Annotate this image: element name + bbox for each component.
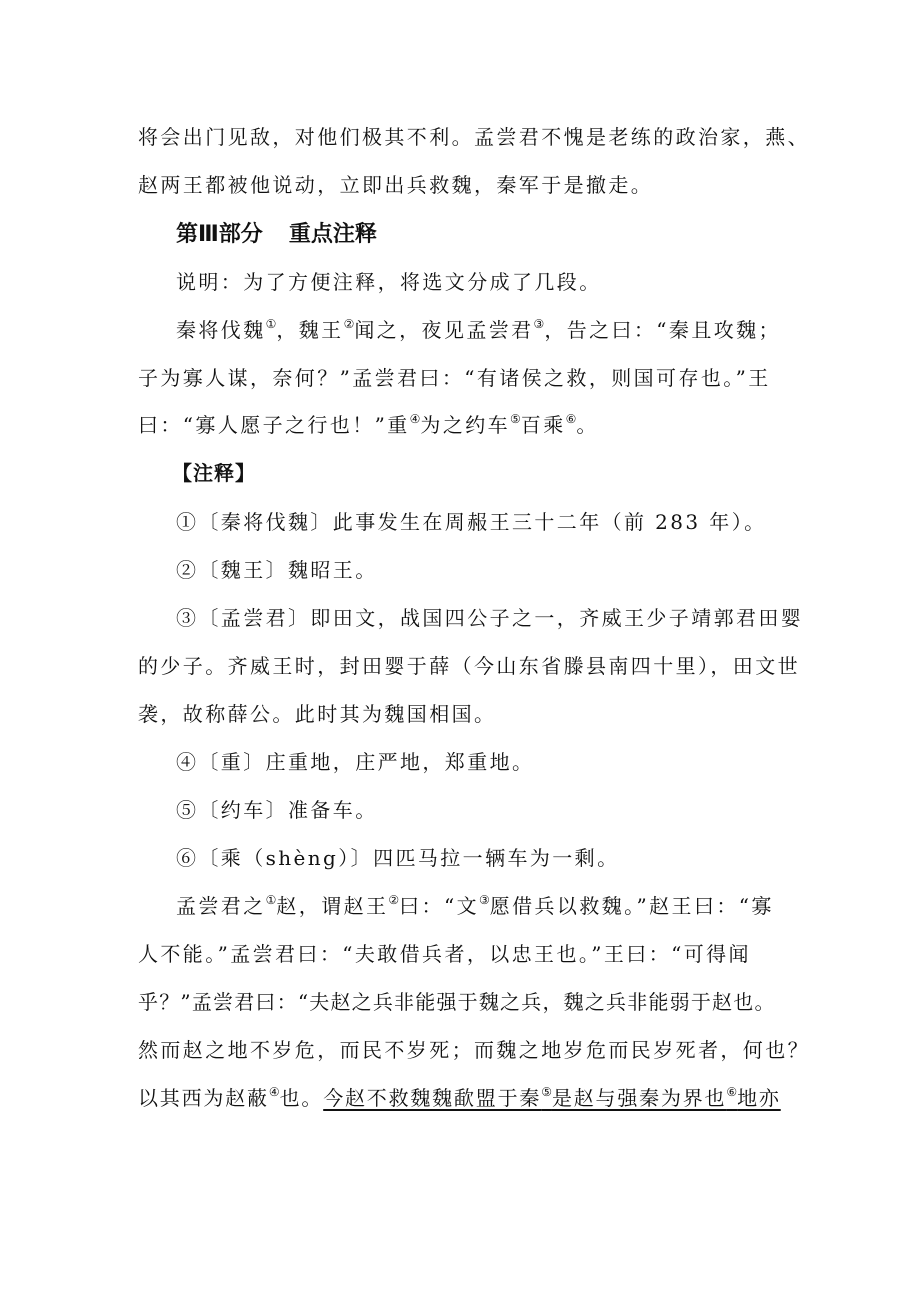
footnote-ref: ②	[343, 317, 355, 331]
intro-line-2: 赵两王都被他说动，立即出兵救魏，秦军于是撤走。	[138, 173, 654, 197]
note-5: ⑤〔约车〕准备车。	[176, 798, 378, 822]
text-run: 是赵与强秦为界也	[551, 1086, 727, 1110]
footnote-ref: ③	[533, 317, 545, 331]
footnote-ref: ④	[268, 1085, 280, 1099]
text-run: 也。	[279, 1086, 324, 1110]
footnote-ref: ⑥	[565, 412, 577, 426]
text-run: 曰：“寡人愿子之行也！”重	[138, 413, 410, 437]
intro-line-1: 将会出门见敌，对他们极其不利。孟尝君不愧是老练的政治家，燕、	[138, 125, 810, 149]
text-run: 孟尝君之	[176, 894, 266, 918]
footnote-ref: ①	[265, 317, 277, 331]
note-2: ②〔魏王〕魏昭王。	[176, 558, 378, 582]
section-heading	[176, 218, 377, 252]
text-run: 地亦	[737, 1086, 781, 1110]
text-run: 闻之，夜见孟尝君	[354, 318, 534, 342]
para1-line-3	[138, 410, 788, 440]
footnote-ref: ④	[409, 412, 421, 426]
para2-line-1	[176, 891, 788, 921]
text-run: 为之约车	[420, 413, 511, 437]
text-run: ，魏王	[276, 318, 344, 342]
text-run: 今赵不救魏魏歃盟于秦	[323, 1086, 542, 1110]
para2-line-3: 乎？”孟尝君曰：“夫赵之兵非能强于魏之兵，魏之兵非能弱于赵也。	[138, 990, 776, 1014]
text-run: 以其西为赵蔽	[138, 1086, 269, 1110]
note-4: ④〔重〕庄重地，庄严地，郑重地。	[176, 750, 535, 774]
text-run: 秦将伐魏	[176, 318, 266, 342]
para2-line-4: 然而赵之地不岁危，而民不岁死；而魏之地岁危而民岁死者，何也？	[138, 1038, 810, 1062]
section-part: 第Ⅲ部分	[176, 222, 263, 247]
footnote-ref: ③	[478, 893, 490, 907]
para2-line-5	[138, 1083, 788, 1113]
footnote-ref: ②	[388, 893, 400, 907]
text-run: 曰：“文	[399, 894, 479, 918]
para1-line-1	[176, 315, 788, 345]
para1-line-2: 子为寡人谋，奈何？”孟尝君曰：“有诸侯之救，则国可存也。”王	[138, 366, 771, 390]
notes-heading: 【注释】	[172, 461, 256, 485]
footnote-ref: ①	[265, 893, 277, 907]
note-3-line-2: 的少子。齐威王时，封田婴于薛（今山东省滕县南四十里），田文世	[138, 654, 800, 678]
note-3-line-3: 袭，故称薛公。此时其为魏国相国。	[138, 702, 497, 726]
section-title: 重点注释	[288, 222, 377, 247]
note-1: ①〔秦将伐魏〕此事发生在周赧王三十二年（前 283 年）。	[176, 510, 767, 534]
para2-line-2: 人不能。”孟尝君曰：“夫敢借兵者，以忠王也。”王曰：“可得闻	[138, 942, 751, 966]
note-3-line-1: ③〔孟尝君〕即田文，战国四公子之一，齐威王少子靖郭君田婴	[176, 606, 804, 630]
text-run: 百乘	[520, 413, 566, 437]
underlined-passage	[323, 1086, 781, 1110]
text-run: 愿借兵以救魏。”赵王曰：“寡	[489, 894, 774, 918]
footnote-ref: ⑥	[726, 1085, 738, 1099]
section-note: 说明：为了方便注释，将选文分成了几段。	[176, 270, 602, 294]
text-run: 赵，谓赵王	[276, 894, 389, 918]
text-run: ，告之曰：“秦且攻魏；	[544, 318, 781, 342]
footnote-ref: ⑤	[541, 1085, 552, 1099]
footnote-ref: ⑤	[510, 412, 521, 426]
text-run: 。	[576, 413, 599, 437]
note-6: ⑥〔乘（shèng）〕四匹马拉一辆车为一剩。	[176, 846, 620, 870]
